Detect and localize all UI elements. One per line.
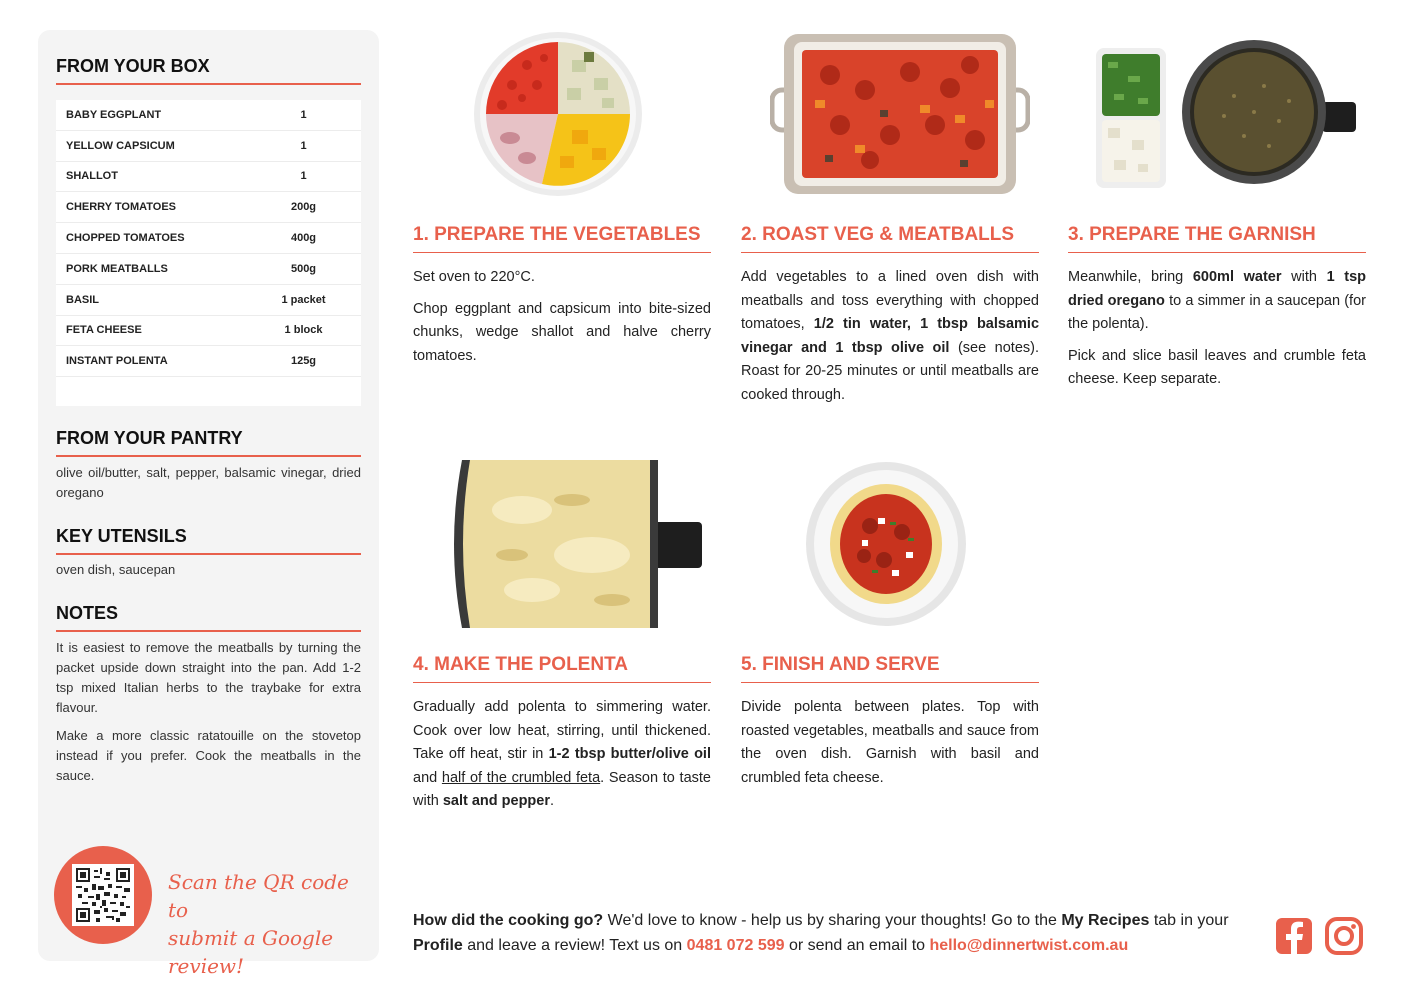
garnish-photo	[1094, 36, 1356, 196]
ingredient-name: SHALLOT	[66, 170, 118, 183]
review-footer	[413, 908, 1263, 958]
step-4-bold: 1-2 tbsp butter/olive oil	[548, 746, 711, 762]
ingredient-name: INSTANT POLENTA	[66, 355, 168, 368]
table-row	[56, 285, 361, 316]
ingredient-qty: 1	[300, 170, 307, 183]
pantry-text: olive oil/butter, salt, pepper, balsamic vinegar, dried oregano	[56, 465, 361, 500]
qr-caption-line: submit a Google review!	[168, 926, 334, 978]
step-2-text: Add vegetables to a lined oven dish with meatballs and toss everything with chopped tomatoes,	[741, 269, 1039, 332]
roast-dish-photo	[770, 30, 1030, 198]
footer-bold: Profile	[413, 937, 463, 954]
step-4-text: and	[413, 769, 442, 786]
step-1-title: 1. PREPARE THE VEGETABLES	[413, 224, 711, 253]
step-2-body	[741, 266, 1039, 415]
plated-dish-photo	[804, 460, 968, 628]
step-5-title: 5. FINISH AND SERVE	[741, 654, 1039, 683]
step-3-text: with	[1281, 269, 1327, 285]
box-ingredients-table	[56, 100, 361, 406]
step-3-paragraph: Pick and slice basil leaves and crumble feta cheese. Keep separate.	[1068, 347, 1366, 387]
phone-link[interactable]: 0481 072 599	[686, 937, 785, 954]
step-4-text: . Season to taste with	[413, 769, 711, 809]
facebook-icon[interactable]	[1275, 917, 1313, 955]
step-4-body	[413, 696, 711, 822]
step-1-paragraph: Chop eggplant and capsicum into bite-sized chunks, wedge shallot and halve cherry tomatoes.	[413, 300, 711, 364]
footer-text: We'd love to know - help us by sharing your thoughts! Go to the	[603, 912, 1062, 929]
utensils-heading: KEY UTENSILS	[56, 526, 361, 555]
ingredient-qty: 1 packet	[281, 293, 326, 306]
qr-caption-line: Scan the QR code to	[168, 870, 349, 922]
ingredient-qty: 500g	[290, 262, 317, 275]
qr-code-icon	[72, 864, 134, 926]
step-3-text: Meanwhile, bring	[1068, 269, 1193, 285]
qr-code-badge[interactable]	[54, 846, 152, 944]
qr-caption	[168, 868, 368, 980]
ingredient-qty: 1 block	[284, 324, 323, 337]
notes-heading: NOTES	[56, 603, 361, 632]
step-1-paragraph: Set oven to 220°C.	[413, 269, 535, 285]
table-row	[56, 316, 361, 347]
footer-text: and leave a review! Text us on	[462, 937, 687, 954]
table-row	[56, 162, 361, 193]
step-2-title: 2. ROAST VEG & MEATBALLS	[741, 224, 1039, 253]
ingredient-name: PORK MEATBALLS	[66, 262, 168, 275]
step-3-bold: 1 tsp dried oregano	[1068, 269, 1367, 309]
step-3-body	[1068, 266, 1366, 400]
ingredient-name: BABY EGGPLANT	[66, 108, 162, 121]
step-4-text: .	[550, 793, 555, 809]
step-4-text: Gradually add polenta to simmering water. Cook over low heat, stirring, until thickened. Take off heat, stir in	[413, 699, 711, 762]
step-3-text: to a simmer in a saucepan (for the polenta).	[1068, 292, 1366, 332]
box-heading: FROM YOUR BOX	[56, 56, 361, 85]
notes-text	[56, 638, 361, 794]
note-paragraph: Make a more classic ratatouille on the stovetop instead if you prefer. Cook the meatballs in the sauce.	[56, 728, 361, 783]
ingredient-qty: 125g	[290, 355, 317, 368]
table-row	[56, 254, 361, 285]
step-2-text: (see notes). Roast for 20-25 minutes or until meatballs are cooked through.	[741, 339, 1039, 403]
footer-text: or send an email to	[784, 937, 930, 954]
table-row	[56, 131, 361, 162]
step-3-title: 3. PREPARE THE GARNISH	[1068, 224, 1366, 253]
step-4-paragraph	[413, 696, 711, 814]
ingredient-name: FETA CHEESE	[66, 324, 142, 337]
ingredient-name: CHERRY TOMATOES	[66, 201, 177, 214]
note-paragraph: It is easiest to remove the meatballs by turning the packet upside down straight into the pan. Add 1-2 tsp mixed Italian herbs to the traybake for extra flavour.	[56, 640, 361, 715]
ingredients-sidebar	[38, 30, 379, 978]
step-5-body	[741, 696, 1039, 798]
step-5-paragraph: Divide polenta between plates. Top with roasted vegetables, meatballs and sauce from the oven dish. Garnish with basil and crumbled feta cheese.	[741, 699, 1039, 786]
table-row	[56, 192, 361, 223]
ingredient-qty: 1	[300, 139, 307, 152]
footer-bold: My Recipes	[1061, 912, 1150, 929]
utensils-text: oven dish, saucepan	[56, 562, 176, 577]
step-2-paragraph	[741, 266, 1039, 407]
polenta-photo	[452, 460, 704, 628]
pantry-heading: FROM YOUR PANTRY	[56, 428, 361, 457]
table-row	[56, 100, 361, 131]
ingredient-name: BASIL	[66, 293, 99, 306]
ingredient-name: CHOPPED TOMATOES	[66, 232, 185, 245]
ingredient-qty: 1	[300, 108, 307, 121]
step-1-body	[413, 266, 711, 376]
footer-bold: How did the cooking go?	[413, 912, 604, 929]
email-link[interactable]: hello@dinnertwist.com.au	[929, 937, 1129, 954]
ingredient-name: YELLOW CAPSICUM	[66, 139, 175, 152]
step-4-bold: salt and pepper	[442, 793, 550, 809]
step-3-bold: 600ml water	[1192, 269, 1282, 285]
step-4-title: 4. MAKE THE POLENTA	[413, 654, 711, 683]
ingredient-qty: 400g	[290, 232, 317, 245]
footer-text: tab in your	[1149, 912, 1229, 929]
step-4-underline: half of the crumbled feta	[441, 769, 601, 786]
vegetables-photo	[472, 30, 644, 198]
ingredient-qty: 200g	[290, 201, 317, 214]
table-row	[56, 346, 361, 377]
instagram-icon[interactable]	[1325, 917, 1363, 955]
table-row	[56, 223, 361, 254]
step-2-bold: 1/2 tin water, 1 tbsp balsamic vinegar and 1 tbsp olive oil	[741, 316, 1040, 356]
step-3-paragraph	[1068, 266, 1366, 337]
